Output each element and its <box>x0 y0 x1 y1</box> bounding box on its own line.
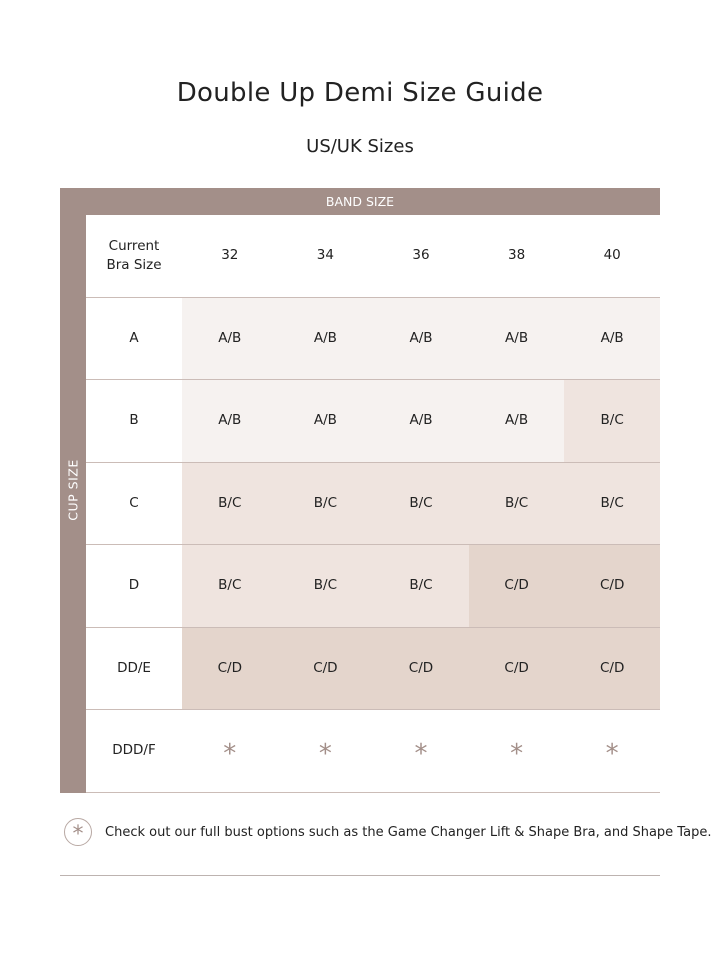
size-cell: A/B <box>564 298 660 380</box>
size-table <box>86 215 660 793</box>
band-32: 32 <box>182 215 278 297</box>
table-row <box>86 628 660 711</box>
size-cell: C/D <box>564 545 660 627</box>
cup-size-cell: C <box>86 463 182 545</box>
table-row <box>86 298 660 381</box>
page-subtitle: US/UK Sizes <box>306 136 414 157</box>
asterisk-icon: * <box>182 710 278 792</box>
band-size-header: BAND SIZE <box>60 188 660 215</box>
table-row <box>86 380 660 463</box>
band-34: 34 <box>278 215 374 297</box>
size-cell: A/B <box>182 298 278 380</box>
size-cell: B/C <box>373 463 469 545</box>
size-cell: A/B <box>373 380 469 462</box>
cup-size-cell: A <box>86 298 182 380</box>
size-cell: C/D <box>278 628 374 710</box>
divider <box>60 875 660 876</box>
size-cell: B/C <box>469 463 565 545</box>
size-cell: C/D <box>469 545 565 627</box>
size-cell: A/B <box>373 298 469 380</box>
table-row <box>86 463 660 546</box>
asterisk-icon: * <box>373 710 469 792</box>
asterisk-circle-icon: * <box>64 818 92 846</box>
size-cell: A/B <box>469 380 565 462</box>
asterisk-icon: * <box>469 710 565 792</box>
size-cell: A/B <box>469 298 565 380</box>
footnote-text: Check out our full bust options such as the Game Changer Lift & Shape Bra, and Shape Tape. <box>105 824 712 840</box>
cup-size-label: CUP SIZE <box>65 459 81 521</box>
band-36: 36 <box>373 215 469 297</box>
band-38: 38 <box>469 215 565 297</box>
cup-size-cell: DD/E <box>86 628 182 710</box>
cup-size-cell: D <box>86 545 182 627</box>
band-40: 40 <box>564 215 660 297</box>
table-header-row <box>86 215 660 298</box>
size-cell: B/C <box>182 545 278 627</box>
current-bra-size-header: Current Bra Size <box>86 215 182 297</box>
size-cell: C/D <box>373 628 469 710</box>
size-cell: C/D <box>182 628 278 710</box>
cup-size-cell: DDD/F <box>86 710 182 792</box>
asterisk-icon: * <box>278 710 374 792</box>
table-row <box>86 710 660 793</box>
size-cell: A/B <box>182 380 278 462</box>
size-cell: C/D <box>564 628 660 710</box>
size-cell: B/C <box>564 380 660 462</box>
footnote <box>64 818 711 846</box>
size-cell: B/C <box>278 463 374 545</box>
cup-size-cell: B <box>86 380 182 462</box>
size-cell: C/D <box>469 628 565 710</box>
page-title: Double Up Demi Size Guide <box>176 78 544 108</box>
asterisk-icon: * <box>564 710 660 792</box>
size-cell: A/B <box>278 380 374 462</box>
size-cell: B/C <box>278 545 374 627</box>
size-cell: B/C <box>564 463 660 545</box>
size-cell: A/B <box>278 298 374 380</box>
size-cell: B/C <box>182 463 278 545</box>
size-cell: B/C <box>373 545 469 627</box>
table-row <box>86 545 660 628</box>
